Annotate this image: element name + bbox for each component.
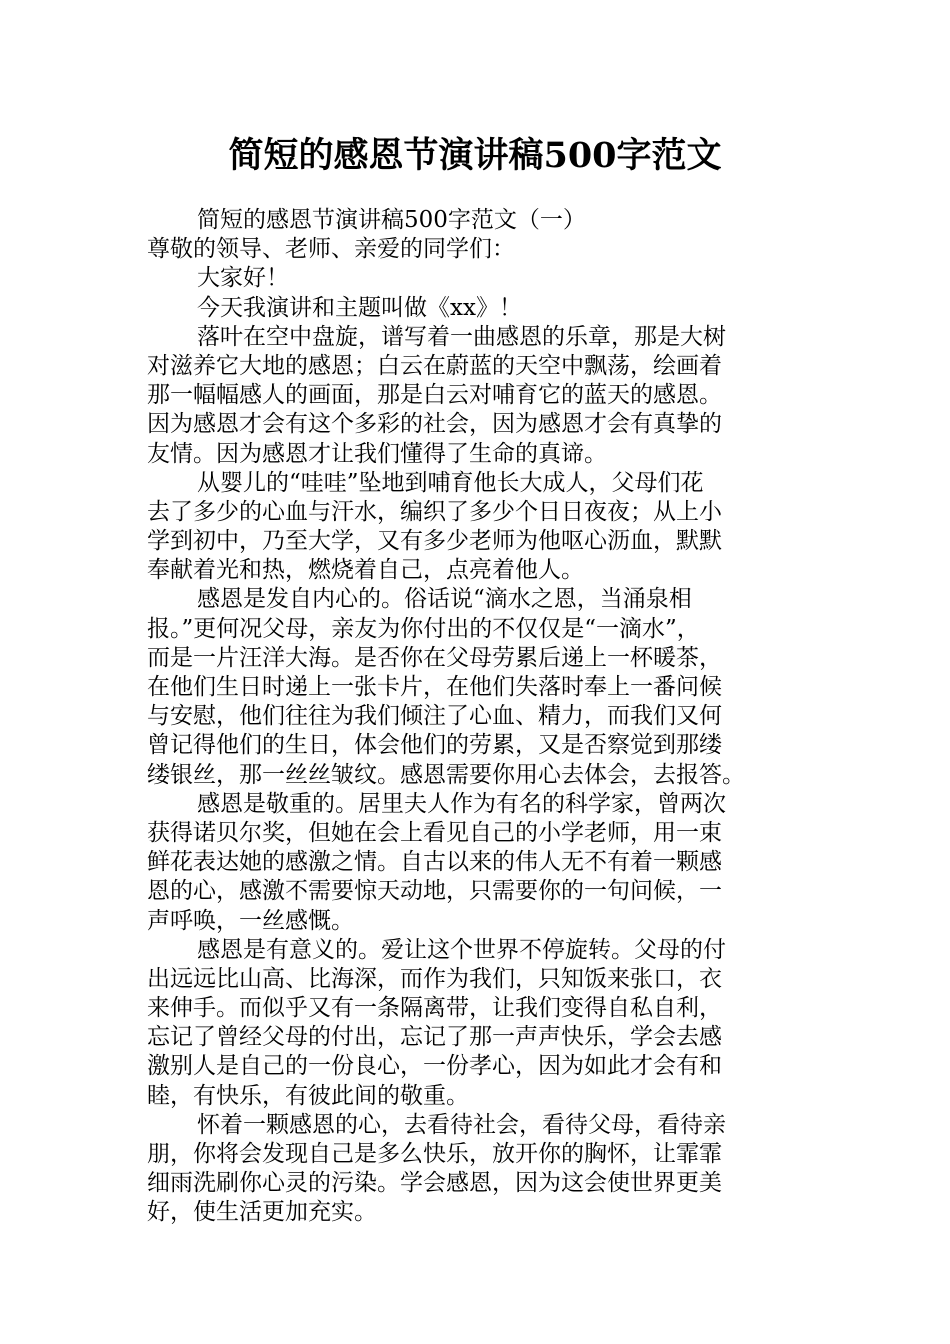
document-title: 简短的感恩节演讲稿500字范文 (228, 135, 722, 176)
body-line: 感恩是有意义的。爱让这个世界不停旋转。父母的付 (197, 936, 726, 963)
body-line: 好，使生活更加充实。 (147, 1199, 377, 1226)
document-body (147, 206, 807, 1228)
body-line: 落叶在空中盘旋，谱写着一曲感恩的乐章，那是大树 (197, 323, 726, 350)
body-line: 而是一片汪洋大海。是否你在父母劳累后递上一杯暖茶， (147, 644, 722, 671)
body-line: 从婴儿的“哇哇”坠地到哺育他长大成人，父母们花 (197, 469, 704, 496)
body-line: 奉献着光和热，燃烧着自己，点亮着他人。 (147, 557, 584, 584)
body-line: 报。”更何况父母，亲友为你付出的不仅仅是“一滴水”， (147, 615, 700, 642)
body-line: 去了多少的心血与汗水，编织了多少个日日夜夜；从上小 (147, 498, 722, 525)
body-line: 简短的感恩节演讲稿500字范文（一） (197, 207, 586, 233)
body-line: 尊敬的领导、老师、亲爱的同学们： (147, 236, 515, 263)
body-line: 友情。因为感恩才让我们懂得了生命的真谛。 (147, 440, 607, 467)
body-line: 忘记了曾经父母的付出，忘记了那一声声快乐，学会去感 (147, 1024, 722, 1051)
body-line: 出远远比山高、比海深，而作为我们，只知饭来张口，衣 (147, 965, 722, 992)
body-line: 曾记得他们的生日，体会他们的劳累，又是否察觉到那缕 (147, 732, 722, 759)
body-line: 因为感恩才会有这个多彩的社会，因为感恩才会有真挚的 (147, 411, 722, 438)
body-line: 大家好！ (197, 265, 289, 292)
body-line: 鲜花表达她的感激之情。自古以来的伟人无不有着一颗感 (147, 849, 722, 876)
body-line: 细雨洗刷你心灵的污染。学会感恩，因为这会使世界更美 (147, 1170, 722, 1197)
body-line: 感恩是发自内心的。俗话说“滴水之恩，当涌泉相 (197, 586, 692, 613)
body-line: 今天我演讲和主题叫做《xx》！ (197, 294, 522, 321)
body-line: 恩的心，感激不需要惊天动地，只需要你的一句问候，一 (147, 878, 722, 905)
body-line: 声呼唤，一丝感慨。 (147, 907, 354, 934)
body-line: 激别人是自己的一份良心，一份孝心，因为如此才会有和 (147, 1053, 722, 1080)
body-line: 睦，有快乐，有彼此间的敬重。 (147, 1082, 469, 1109)
body-line: 对滋养它大地的感恩；白云在蔚蓝的天空中飘荡，绘画着 (147, 352, 722, 379)
body-line: 缕银丝，那一丝丝皱纹。感恩需要你用心去体会，去报答。 (147, 761, 745, 788)
body-line: 与安慰，他们往往为我们倾注了心血、精力，而我们又何 (147, 703, 722, 730)
body-line: 那一幅幅感人的画面，那是白云对哺育它的蓝天的感恩。 (147, 382, 722, 409)
body-line: 学到初中，乃至大学，又有多少老师为他呕心沥血，默默 (147, 528, 722, 555)
body-line: 感恩是敬重的。居里夫人作为有名的科学家，曾两次 (197, 790, 726, 817)
body-line: 来伸手。而似乎又有一条隔离带，让我们变得自私自利， (147, 995, 722, 1022)
body-line: 怀着一颗感恩的心，去看待社会，看待父母，看待亲 (197, 1111, 726, 1138)
body-line: 在他们生日时递上一张卡片，在他们失落时奉上一番问候 (147, 674, 722, 700)
body-line: 朋，你将会发现自己是多么快乐，放开你的胸怀，让霏霏 (147, 1141, 722, 1167)
body-line: 获得诺贝尔奖，但她在会上看见自己的小学老师，用一束 (147, 819, 722, 846)
